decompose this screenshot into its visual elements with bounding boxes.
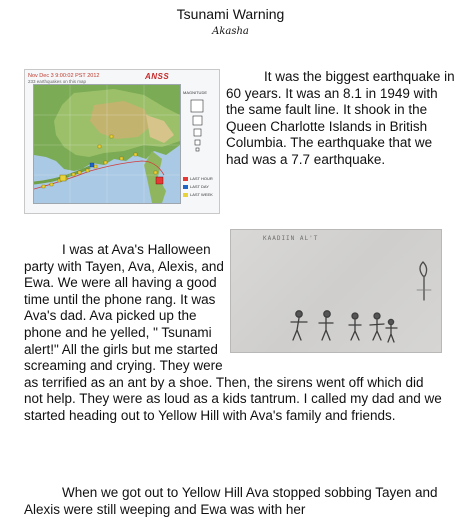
alaska-map-graphic bbox=[34, 85, 180, 203]
anss-logo: ANSS bbox=[145, 72, 170, 81]
map-subcaption: 233 earthquakes on this map bbox=[28, 79, 87, 84]
document-title: Tsunami Warning bbox=[176, 6, 285, 22]
paragraph-2: I was at Ava's Halloween party with Tayen, Ava, Alexis, and Ewa. We were all having a good time until the phone rang. It was Ava's dad. Ava picked up the phone and he yelled, " Tsunami alert!" All the girls but me started screaming and crying. They were as terrified as an ant by a shoe. Then, the sirens went off which did not help. They were as loud as a kids tantrum. I called my dad and we started heading out to Yellow Hill with Ava's family and friends. bbox=[24, 242, 444, 425]
paragraph-1: It was the biggest earthquake in 60 years. It was an 8.1 in 1949 with the same fault line. It shook in the Queen Charlotte Islands in British Columbia. The earthquake that we had was a 7.7 earthquake. bbox=[226, 69, 455, 167]
map-image bbox=[33, 84, 181, 204]
drawing-wrap-space bbox=[236, 232, 446, 357]
legend-last-hour: LAST HOUR bbox=[183, 176, 213, 181]
legend-title: MAGNITUDE bbox=[183, 90, 207, 95]
earthquake-map-figure bbox=[24, 69, 220, 214]
legend-last-day: LAST DAY bbox=[183, 184, 209, 189]
author-name: Akasha bbox=[212, 26, 249, 37]
drawing-scribble-title: KAADIIN AL'T bbox=[263, 235, 319, 242]
magnitude-scale-icon bbox=[189, 98, 209, 154]
map-caption: Nov Dec 3 9:00:02 PST 2012 bbox=[28, 73, 100, 79]
legend-last-week: LAST WEEK bbox=[183, 192, 213, 197]
map-legend bbox=[183, 90, 215, 202]
paragraph-3: When we got out to Yellow Hill Ava stopped sobbing Tayen and Alexis were still weeping and Ewa was with her bbox=[24, 485, 438, 517]
